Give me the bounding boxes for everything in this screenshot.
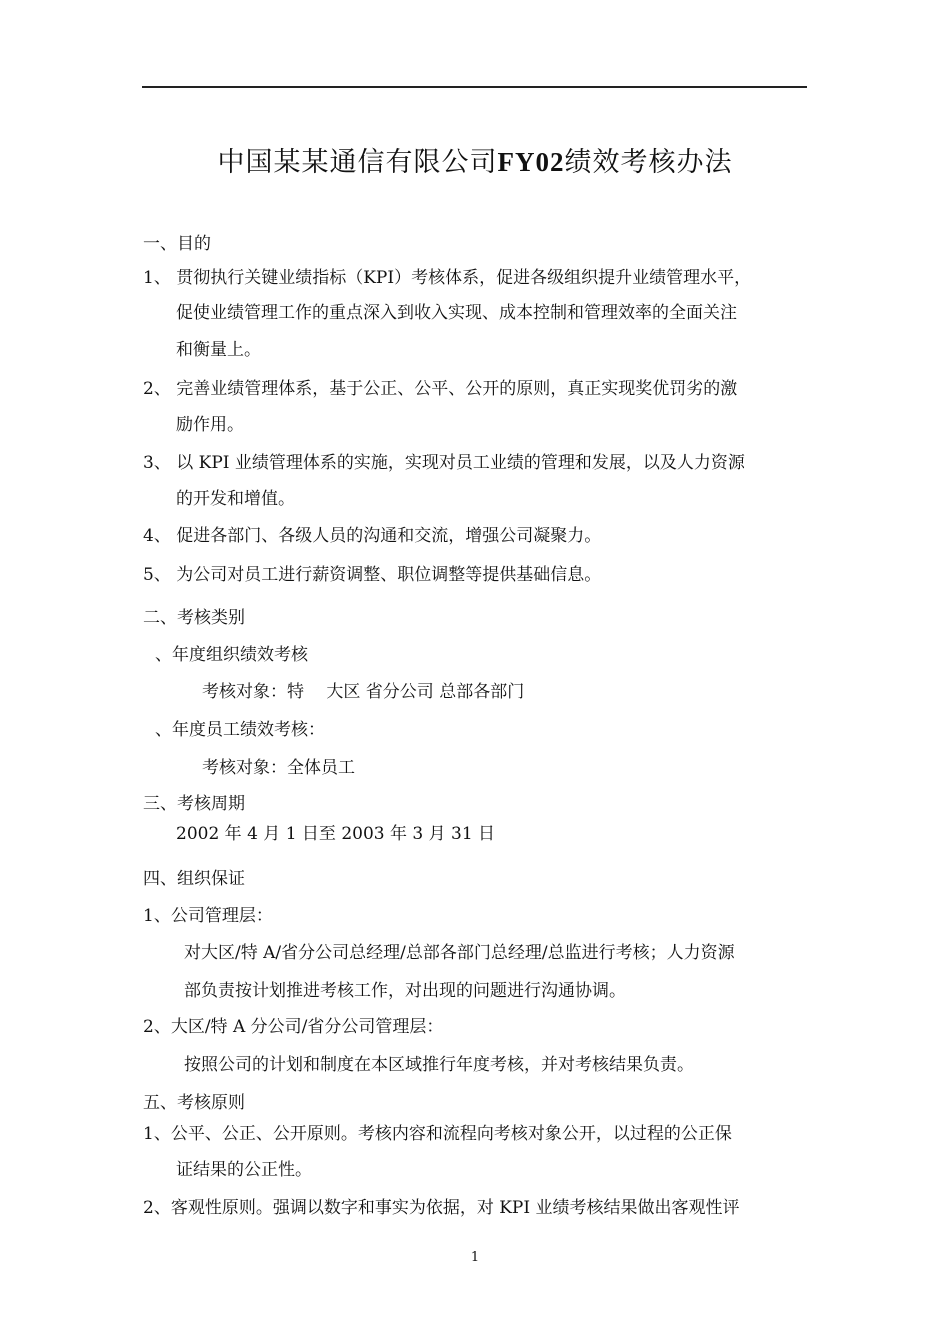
purpose-item-3-cont: 的开发和增值。: [176, 489, 295, 509]
title-suffix: 绩效考核办法: [564, 147, 733, 178]
category-staff-targets: 考核对象：全体员工: [202, 758, 355, 778]
purpose-item-5: 5、 为公司对员工进行薪资调整、职位调整等提供基础信息。: [143, 565, 602, 585]
header-rule: [142, 86, 807, 88]
purpose-item-1: 1、 贯彻执行关键业绩指标（KPI）考核体系，促进各级组织提升业绩管理水平，: [143, 268, 752, 288]
category-org-targets: 考核对象：特 大区 省分公司 总部各部门: [202, 682, 525, 702]
section-heading-organization: 四、组织保证: [143, 869, 245, 889]
section-heading-principles: 五、考核原则: [143, 1093, 245, 1113]
org-item-2-desc: 按照公司的计划和制度在本区域推行年度考核，并对考核结果负责。: [184, 1055, 694, 1075]
principle-item-1: 1、公平、公正、公开原则。考核内容和流程向考核对象公开，以过程的公正保: [143, 1124, 732, 1144]
period-range: 2002 年 4 月 1 日至 2003 年 3 月 31 日: [176, 824, 496, 844]
category-org: 、年度组织绩效考核: [155, 645, 308, 665]
category-staff: 、年度员工绩效考核：: [155, 720, 325, 740]
principle-item-2: 2、客观性原则。强调以数字和事实为依据，对 KPI 业绩考核结果做出客观性评: [143, 1198, 740, 1218]
org-item-1: 1、公司管理层：: [143, 906, 273, 926]
section-heading-period: 三、考核周期: [143, 794, 245, 814]
section-heading-categories: 二、考核类别: [143, 608, 245, 628]
principle-item-1-cont: 证结果的公正性。: [176, 1160, 312, 1180]
section-heading-purpose: 一、目的: [143, 234, 211, 254]
title-code: FY02: [497, 147, 565, 177]
org-item-1-desc-cont: 部负责按计划推进考核工作，对出现的问题进行沟通协调。: [184, 981, 626, 1001]
purpose-item-2-cont: 励作用。: [176, 415, 244, 435]
purpose-item-3: 3、 以 KPI 业绩管理体系的实施，实现对员工业绩的管理和发展，以及人力资源: [143, 453, 745, 473]
purpose-item-4: 4、 促进各部门、各级人员的沟通和交流，增强公司凝聚力。: [143, 526, 602, 546]
document-title: [0, 140, 950, 179]
page-number: 1: [470, 1250, 480, 1265]
org-item-2: 2、大区/特 A 分公司/省分公司管理层：: [143, 1017, 444, 1037]
title-prefix: 中国某某通信有限公司: [217, 147, 498, 178]
org-item-1-desc: 对大区/特 A/省分公司总经理/总部各部门总经理/总监进行考核；人力资源: [184, 943, 735, 963]
purpose-item-1-cont: 促使业绩管理工作的重点深入到收入实现、成本控制和管理效率的全面关注: [176, 303, 737, 323]
purpose-item-2: 2、 完善业绩管理体系，基于公正、公平、公开的原则，真正实现奖优罚劣的激: [143, 379, 738, 399]
purpose-item-1-cont: 和衡量上。: [176, 340, 261, 360]
